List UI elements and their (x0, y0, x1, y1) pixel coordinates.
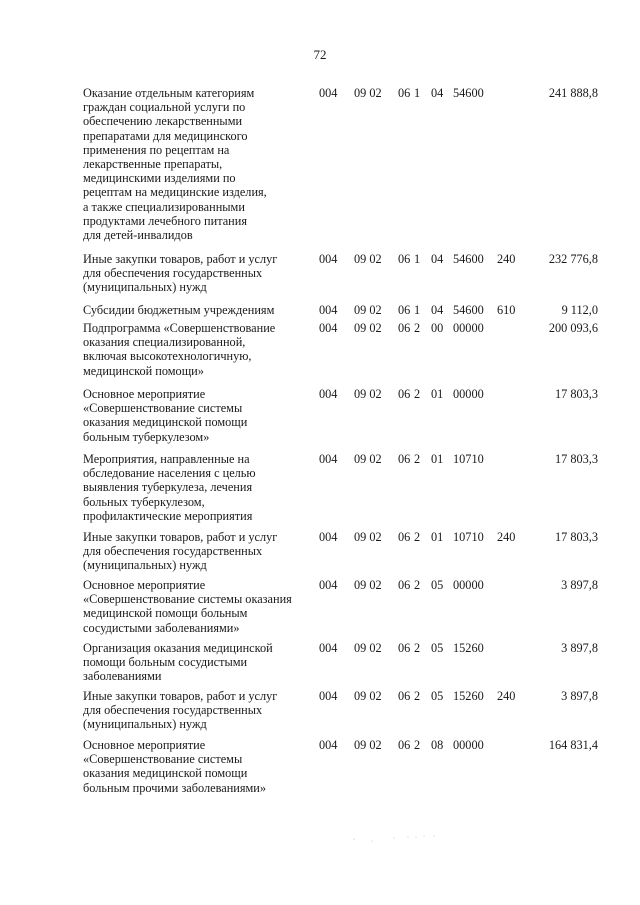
subprogram-code: 2 (414, 321, 421, 335)
row-name: Иные закупки товаров, работ и услуг для обеспечения государственных (муниципальных) нужд (83, 252, 278, 295)
row-name: Организация оказания медицинской помощи больным сосудистыми заболеваниями (83, 641, 273, 684)
section-code: 09 02 (354, 452, 382, 466)
program-code: 06 (398, 303, 411, 317)
subprogram-code: 2 (414, 387, 421, 401)
event-code: 00 (431, 321, 444, 335)
subprogram-code: 2 (414, 641, 421, 655)
event-code: 04 (431, 252, 444, 266)
direction-code: 00000 (453, 387, 484, 401)
event-code: 05 (431, 578, 444, 592)
direction-code: 15260 (453, 641, 484, 655)
ministry-code: 004 (319, 738, 338, 752)
subprogram-code: 2 (414, 578, 421, 592)
section-code: 09 02 (354, 252, 382, 266)
row-name: Оказание отдельным категориям граждан социальной услуги по обеспечению лекарственными препаратами для медицинского применения по рецептам на лекарственные препараты, медицинскими изделиями по рецептам на медицинские изделия, а также специализированными продуктами лечебного питания для детей-инвалидов (83, 86, 267, 243)
amount: 232 776,8 (548, 252, 598, 266)
program-code: 06 (398, 578, 411, 592)
amount: 17 803,3 (554, 452, 598, 466)
direction-code: 00000 (453, 321, 484, 335)
ministry-code: 004 (319, 689, 338, 703)
ministry-code: 004 (319, 530, 338, 544)
amount: 17 803,3 (554, 530, 598, 544)
direction-code: 00000 (453, 578, 484, 592)
ministry-code: 004 (319, 387, 338, 401)
program-code: 06 (398, 252, 411, 266)
direction-code: 10710 (453, 530, 484, 544)
row-name: Субсидии бюджетным учреждениям (83, 303, 275, 317)
section-code: 09 02 (354, 303, 382, 317)
ministry-code: 004 (319, 303, 338, 317)
section-code: 09 02 (354, 738, 382, 752)
subprogram-code: 1 (414, 252, 421, 266)
amount: 241 888,8 (548, 86, 598, 100)
event-code: 04 (431, 86, 444, 100)
ministry-code: 004 (319, 252, 338, 266)
ministry-code: 004 (319, 321, 338, 335)
event-code: 08 (431, 738, 444, 752)
program-code: 06 (398, 452, 411, 466)
page-number: 72 (313, 47, 327, 62)
direction-code: 10710 (453, 452, 484, 466)
program-code: 06 (398, 738, 411, 752)
direction-code: 54600 (453, 303, 484, 317)
ministry-code: 004 (319, 641, 338, 655)
row-name: Основное мероприятие «Совершенствование системы оказания медицинской помощи больным туберкулезом» (83, 387, 248, 444)
scan-specks (350, 831, 450, 845)
program-code: 06 (398, 530, 411, 544)
subprogram-code: 2 (414, 452, 421, 466)
subprogram-code: 2 (414, 689, 421, 703)
subprogram-code: 2 (414, 530, 421, 544)
program-code: 06 (398, 321, 411, 335)
subprogram-code: 1 (414, 303, 421, 317)
event-code: 05 (431, 689, 444, 703)
section-code: 09 02 (354, 321, 382, 335)
section-code: 09 02 (354, 641, 382, 655)
expense-type: 240 (497, 689, 516, 703)
section-code: 09 02 (354, 578, 382, 592)
event-code: 05 (431, 641, 444, 655)
amount: 164 831,4 (548, 738, 598, 752)
ministry-code: 004 (319, 578, 338, 592)
row-name: Мероприятия, направленные на обследование населения с целью выявления туберкулеза, лечения больных туберкулезом, профилактические мероприятия (83, 452, 256, 523)
program-code: 06 (398, 689, 411, 703)
expense-type: 610 (497, 303, 516, 317)
event-code: 01 (431, 452, 444, 466)
section-code: 09 02 (354, 86, 382, 100)
section-code: 09 02 (354, 530, 382, 544)
amount: 3 897,8 (561, 641, 598, 655)
amount: 3 897,8 (561, 578, 598, 592)
amount: 200 093,6 (548, 321, 598, 335)
direction-code: 54600 (453, 86, 484, 100)
event-code: 01 (431, 387, 444, 401)
program-code: 06 (398, 387, 411, 401)
program-code: 06 (398, 641, 411, 655)
expense-type: 240 (497, 252, 516, 266)
direction-code: 54600 (453, 252, 484, 266)
row-name: Основное мероприятие «Совершенствование системы оказания медицинской помощи больным прочими заболеваниями» (83, 738, 267, 795)
section-code: 09 02 (354, 387, 382, 401)
direction-code: 15260 (453, 689, 484, 703)
row-name: Основное мероприятие «Совершенствование системы оказания медицинской помощи больным сосудистыми заболеваниями» (83, 578, 292, 635)
program-code: 06 (398, 86, 411, 100)
event-code: 01 (431, 530, 444, 544)
row-name: Подпрограмма «Совершенствование оказания специализированной, включая высокотехнологичную, медицинской помощи» (83, 321, 276, 378)
amount: 9 112,0 (561, 303, 598, 317)
row-name: Иные закупки товаров, работ и услуг для обеспечения государственных (муниципальных) нужд (83, 530, 278, 573)
ministry-code: 004 (319, 86, 338, 100)
subprogram-code: 2 (414, 738, 421, 752)
event-code: 04 (431, 303, 444, 317)
section-code: 09 02 (354, 689, 382, 703)
expense-type: 240 (497, 530, 516, 544)
direction-code: 00000 (453, 738, 484, 752)
amount: 3 897,8 (561, 689, 598, 703)
ministry-code: 004 (319, 452, 338, 466)
row-name: Иные закупки товаров, работ и услуг для обеспечения государственных (муниципальных) нужд (83, 689, 278, 732)
amount: 17 803,3 (554, 387, 598, 401)
subprogram-code: 1 (414, 86, 421, 100)
